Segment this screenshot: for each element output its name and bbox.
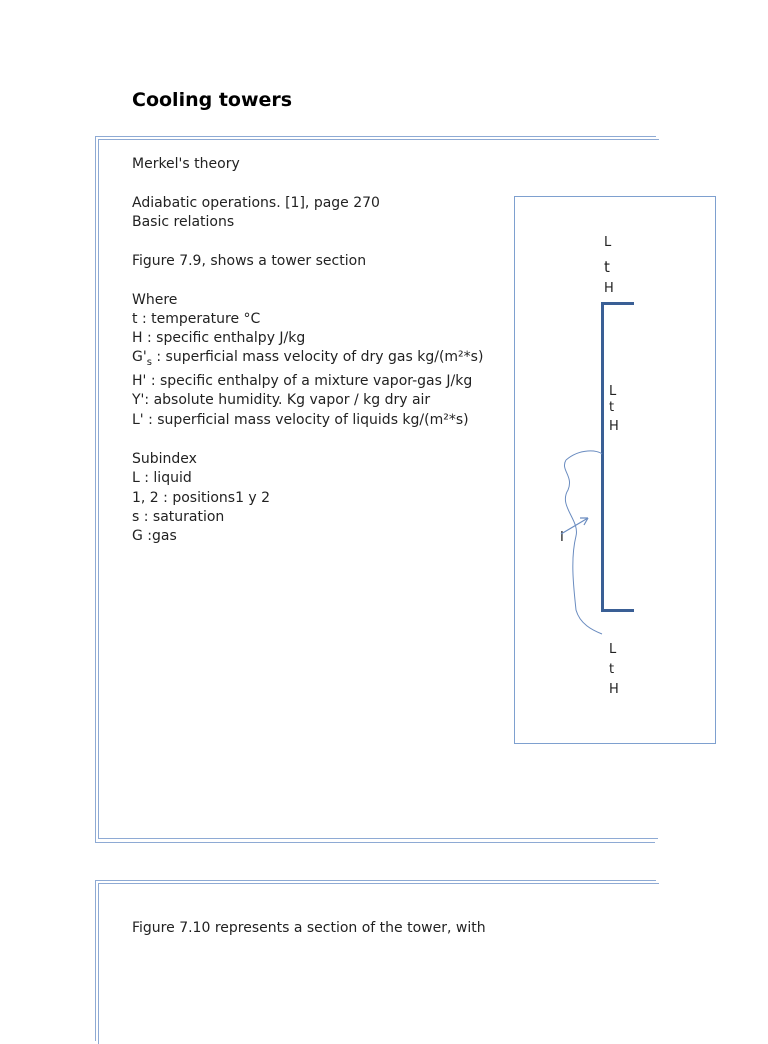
figure-top-label-l: L (604, 235, 612, 250)
flow-curve-upper (566, 451, 602, 460)
figure-bottom-label-t: t (609, 662, 615, 677)
flow-arrow-line (561, 518, 588, 534)
figure-top-label-h: H (604, 281, 614, 296)
figure-top-label-t: t (604, 258, 610, 276)
text-where: Where (132, 292, 178, 308)
figure-flow-curves (540, 440, 612, 640)
def-gas-velocity (132, 348, 483, 372)
text-heading-merkel: Merkel's theory (132, 156, 240, 172)
figure-bottom-label-l: L (609, 642, 617, 657)
sub-saturation: s : saturation (132, 509, 225, 525)
def-humidity: Y': absolute humidity. Kg vapor / kg dry air (132, 392, 431, 408)
def-gas-velocity-symbol: G' (132, 349, 147, 365)
section-frame-bottom-line (95, 842, 655, 843)
def-enthalpy: H : specific enthalpy J/kg (132, 330, 306, 346)
def-mixture-enthalpy: H' : specific enthalpy of a mixture vapor-gas J/kg (132, 373, 473, 389)
def-temperature: t : temperature °C (132, 311, 261, 327)
flow-curve-main (564, 460, 602, 634)
figure-mid-label-h: H (609, 419, 619, 434)
section-frame-bottom-inner (98, 838, 658, 839)
def-liquid-velocity: L' : superficial mass velocity of liquids kg/(m²*s) (132, 412, 469, 428)
section2-frame-inner (98, 883, 659, 1044)
text-subindex: Subindex (132, 451, 197, 467)
sub-gas: G :gas (132, 528, 177, 544)
figure-mid-label-t: t (609, 400, 615, 415)
text-figure-ref: Figure 7.9, shows a tower section (132, 253, 367, 269)
sub-liquid: L : liquid (132, 470, 192, 486)
figure-left-label: I (560, 530, 564, 545)
text-adiabatic-ref: Adiabatic operations. [1], page 270 (132, 195, 380, 211)
figure-mid-label-l: L (609, 384, 617, 399)
def-gas-velocity-text: : superficial mass velocity of dry gas kg/(m²*s) (151, 349, 484, 365)
page-title: Cooling towers (132, 89, 293, 111)
text-basic-relations: Basic relations (132, 214, 235, 230)
section2-text: Figure 7.10 represents a section of the tower, with (132, 920, 486, 936)
sub-positions: 1, 2 : positions1 y 2 (132, 490, 271, 506)
def-gas-velocity-subscript: s (146, 356, 152, 368)
figure-bottom-label-h: H (609, 682, 619, 697)
